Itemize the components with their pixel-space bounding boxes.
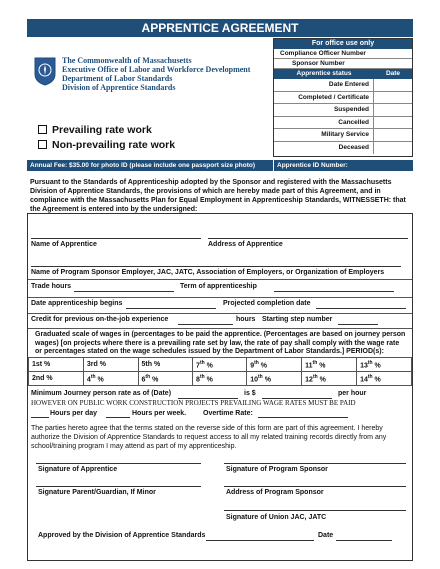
status-row[interactable]: Deceased xyxy=(274,142,412,155)
term-label: Term of apprenticeship xyxy=(180,283,257,290)
trade-hours-label: Trade hours xyxy=(31,283,72,290)
intro-paragraph: Pursuant to the Standards of Apprenticeship adopted by the Sponsor and registered with the Massachusetts Division of Apprentice Standards, the provisions of which are hereby made part of this Agreement, and in compliance with the Massachusetts Plan for Equal Employment in Apprenticeship Standards, WITNESSETH: that the Agreement is entered into by the undersigned: xyxy=(30,179,406,213)
prevailing-rate-option[interactable]: Prevailing rate work xyxy=(38,124,152,136)
status-row[interactable]: Suspended xyxy=(274,104,412,117)
status-row[interactable]: Cancelled xyxy=(274,117,412,130)
addr-sponsor-label: Address of Program Sponsor xyxy=(226,489,324,496)
status-row[interactable]: Military Service xyxy=(274,129,412,142)
fee-text: Annual Fee: $35.00 for photo ID (please include one passport size photo) xyxy=(30,162,256,169)
approved-label: Approved by the Division of Apprentice Standards xyxy=(38,532,206,539)
compliance-officer-field[interactable]: Compliance Officer Number xyxy=(274,49,412,59)
graduated-scale-text: Graduated scale of wages in (percentages to be paid the apprentice. (Percentages are based on journey person wages) [on projects where there is a prevailing rate set by law, the rate of pay shall comply with the wage rate or percentages stated on the wage schedules issued by the Department of Labor Standards.] PERIOD(s): xyxy=(35,331,406,355)
period-cell[interactable]: 14th % xyxy=(357,372,412,386)
completion-label: Projected completion date xyxy=(223,300,311,307)
hours-label: hours xyxy=(236,316,256,323)
period-cell[interactable]: 2nd % xyxy=(29,372,84,386)
fee-bar xyxy=(27,160,413,171)
period-cell[interactable]: 13th % xyxy=(357,358,412,372)
date-label: Date xyxy=(385,70,401,77)
office-use-box xyxy=(273,38,413,157)
period-cell[interactable]: 7th % xyxy=(193,358,247,372)
table-row xyxy=(29,358,412,372)
status-label: Apprentice status xyxy=(296,70,352,77)
page-title: APPRENTICE AGREEMENT xyxy=(27,19,413,37)
state-seal-icon xyxy=(32,56,58,86)
period-cell[interactable]: 12th % xyxy=(302,372,357,386)
table-row xyxy=(29,372,412,386)
overtime-label: Overtime Rate: xyxy=(203,410,253,417)
per-week-label: Hours per week. xyxy=(132,410,187,417)
address-label: Address of Apprentice xyxy=(208,241,283,248)
period-cell[interactable]: 6th % xyxy=(138,372,193,386)
department-block: The Commonwealth of Massachusetts Executive Office of Labor and Workforce Development Department of Labor Standards Division of Apprentice Standards xyxy=(62,56,251,92)
public-works-notice: HOWEVER ON PUBLIC WORK CONSTRUCTION PROJECTS PREVAILING WAGE RATES MUST BE PAID xyxy=(31,399,356,407)
sig-apprentice-label: Signature of Apprentice xyxy=(38,466,118,473)
period-cell[interactable]: 11th % xyxy=(302,358,357,372)
non-prevailing-rate-option[interactable]: Non-prevailing rate work xyxy=(38,139,175,151)
per-day-label: Hours per day xyxy=(50,410,98,417)
program-sponsor-label: Name of Program Sponsor Employer, JAC, JATC, Association of Employers, or Organization of Employers xyxy=(31,269,385,276)
status-row[interactable]: Completed / Certificate xyxy=(274,92,412,105)
period-cell[interactable]: 4th % xyxy=(83,372,138,386)
period-cell[interactable]: 1st % xyxy=(29,358,84,372)
sig-union-label: Signature of Union JAC, JATC xyxy=(226,514,327,521)
min-rate-label: Minimum Journey person rate as of (Date) xyxy=(31,390,172,397)
period-cell[interactable]: 8th % xyxy=(193,372,247,386)
period-cell[interactable]: 3rd % xyxy=(83,358,138,372)
agreement-text: The parties hereto agree that the terms stated on the reverse side of this form are part of this agreement. I hereby authorize the Division of Apprentice Standards to request access to all my related training records directly from any school/training program I may attend as part of my apprenticeship. xyxy=(31,425,387,450)
sponsor-number-field[interactable]: Sponsor Number xyxy=(274,59,412,69)
non-prevailing-checkbox[interactable] xyxy=(38,140,47,149)
period-cell[interactable]: 5th % xyxy=(138,358,193,372)
office-use-heading: For office use only xyxy=(274,39,412,49)
apprentice-id-label: Apprentice ID Number: xyxy=(277,162,348,169)
name-label: Name of Apprentice xyxy=(31,241,97,248)
sig-parent-label: Signature Parent/Guardian, If Minor xyxy=(38,489,156,496)
period-cell[interactable]: 9th % xyxy=(247,358,302,372)
sig-sponsor-label: Signature of Program Sponsor xyxy=(226,466,328,473)
per-hour-label: per hour xyxy=(338,390,367,397)
is-dollar-label: is $ xyxy=(244,390,256,397)
credit-label: Credit for previous on-the-job experience xyxy=(31,316,169,323)
status-row[interactable]: Date Entered xyxy=(274,79,412,92)
agreement-form xyxy=(27,213,413,561)
prevailing-checkbox[interactable] xyxy=(38,125,47,134)
period-cell[interactable]: 10th % xyxy=(247,372,302,386)
approval-date-label: Date xyxy=(318,532,334,539)
wage-periods-table xyxy=(28,357,412,386)
date-begins-label: Date apprenticeship begins xyxy=(31,300,123,307)
status-header xyxy=(274,69,412,79)
step-label: Starting step number xyxy=(262,316,333,323)
